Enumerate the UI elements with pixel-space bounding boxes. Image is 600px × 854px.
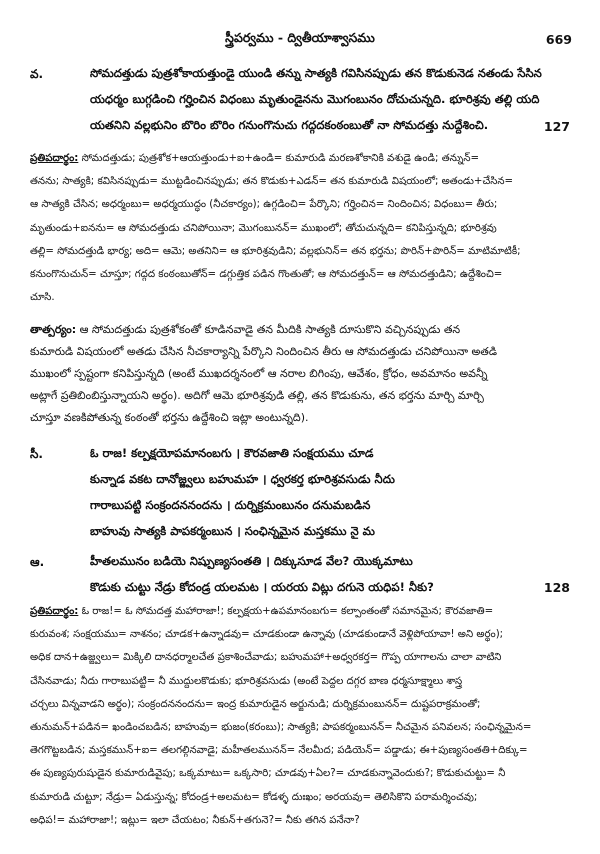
verse-line: హీతలమునం బడియె నిష్పుణ్యసంతతి । దిక్కుసూడ వేల? యొక్కమాటు (90, 554, 413, 568)
para-line: తెగగొట్టబడిన; మస్తకమున్+ఐ= తలగల్గినవాడై; మహీతలమునన్= నేలమీద; పడియెన్= పడ్డాడు; ఈ+పుణ్యసంతతి+దిక్కు= (30, 745, 528, 757)
verse-127 (30, 64, 574, 144)
para-line: కురువంశ; సంక్షయము= నాశనం; చూడక+ఉన్నాడవు= చూడకుండా ఉన్నావు (చూడకుండానే వెళ్లిపోయావా! అని అర్థం); (30, 629, 504, 641)
para-line: తునుమన్+పడిన= ఖండించబడిన; బాహువు= భుజం(కరంబు); సాత్యకి; పాపకర్మంబునన్= నీచమైన పనివలన; సంఛిన్నమైన= (30, 722, 532, 734)
para-text: ఆ సోమదత్తుడు పుత్రశోకంతో కూడినవాడై తన మీదికి సాత్యకి దూసుకొని వచ్చినప్పుడు తన (76, 323, 461, 336)
verse-line: గారాబుపట్టి సంక్రందననందను । దుర్నిక్రమంబునం దనుమబడిన (90, 498, 371, 512)
summary-paragraph (30, 319, 575, 429)
para-text: సోమదత్తుడు; పుత్రశోక+ఆయత్తుండు+ఐ+ఉండి= కుమారుడి మరణశోకానికి వశుడై ఉండి; తన్నున్= (78, 153, 480, 164)
para-line: ముఖంలో స్పష్టంగా కనిపిస్తున్నది (అంటే ముఖదర్శనంలో ఆ నరాల బిగింపు, ఆవేశం, క్రోధం, అవమానం అవన్నీ (30, 367, 488, 380)
para-line (30, 147, 575, 170)
para-line (30, 319, 575, 341)
para-line: అట్లాగే ప్రతిబింబిస్తున్నాయని అర్థం). అదిగో ఆమె భూరిశ్రవుడి తల్లి, తన కొడుకును, తన భర్తను మార్చి మార్చి (30, 389, 484, 402)
section-label: తాత్పర్యం: (30, 323, 77, 336)
running-title: స్త్రీపర్వము - ద్వితీయాశ్వాసము (225, 30, 375, 45)
verse-label: సీ. (30, 447, 43, 461)
para-line: అధిప!= మహారాజా!; ఇట్లు= ఇలా చేయటం; నీకున్+తగునె?= నీకు తగిన పనేనా? (30, 814, 360, 826)
page-number: 669 (545, 32, 572, 47)
verse-line: యతనిని వల్లభునిం బొరిం బొరిం గనుంగొనుచు గద్గదకంఠంబుతో నా సోమదత్తు నుద్దేశించి. (90, 118, 489, 132)
verse-label: వ. (30, 67, 44, 81)
word-meanings-127 (30, 147, 575, 309)
para-line (30, 600, 575, 623)
verse-line: ఓ రాజ! కల్పక్షయోపమానంబగు । కౌరవజాతి సంక్షయము చూడ (90, 446, 374, 460)
para-line: ఈ పుణ్యపురుషుడైన కుమారుడివైపు; ఒక్కమాటు= ఒక్కసారి; చూడవు+ఏల?= చూడకున్నావెందుకు?; కొడుకుచుట్టు= నీ (30, 768, 506, 780)
verse-number: 127 (543, 119, 570, 134)
section-label: ప్రతిపదార్థం: (30, 606, 79, 617)
section-label: ప్రతిపదార్థం: (30, 153, 79, 164)
para-line: కనుంగొనుచున్= చూస్తూ; గద్గద కంఠంబుతోన్= డగ్గుత్తిక పడిన గొంతుతో; ఆ సోమదత్తున్= ఆ సోమదత్తుడిని; ఉద్దేశించి= (30, 269, 503, 281)
para-text: ఓ రాజ!= ఓ సోమదత్త మహారాజా!; కల్పక్షయ+ఉపమానంబగు= కల్పాంతంతో సమానమైన; కౌరవజాతి= (78, 606, 494, 617)
para-line: తల్లి= సోమదత్తుడి భార్య; అది= ఆమె; అతనిని= ఆ భూరిశ్రవుడిని; వల్లభునిన్= తన భర్తను; పొరిన్+పొరిన్= మాటిమాటికీ; (30, 245, 521, 257)
para-line: తనను; సాత్యకి; కవిసినప్పుడు= ముట్టడించినప్పుడు; తన కొడుకు+ఎడన్= తన కుమారుడి విషయంలో; అతండు+చేసిన= (30, 176, 514, 188)
verse-line: యధర్మం బుగ్గడించి గర్హించిన విధంబు మృతుండైనను మొగంబునం దోచుచున్నది. భూరిశ్రవు తల్లి యది (90, 92, 540, 106)
verse-number: 128 (543, 580, 570, 595)
para-line: కుమారుడి విషయంలో అతడు చేసిన నీచకార్యాన్ని పేర్కొని నిందించిన తీరు ఆ సోమదత్తుడు చనిపోయినా అతడి (30, 345, 498, 358)
para-line: అధిక దాన+ఉజ్జ్వలు= మిక్కిలి దానధర్మాలచేత ప్రకాశించేవాడు; బహుమహా+అధ్వరకర్త= గొప్ప యాగాలను చాలా వాటిని (30, 652, 502, 664)
verse-line: కొడుకు చుట్టు నేడ్రు కోదండ్ర యలమట । యరయ విట్లు దగునె యధిప! నీకు? (90, 580, 434, 594)
para-line: చేసినవాడు; నీదు గారాబుపట్టి= నీ ముద్దులకొడుకు; భూరిశ్రవసుడు (అంటే పెద్దల దగ్గర బాణ ధర్మసూక్ష్మాలు శాస్త్ర (30, 675, 463, 687)
word-meanings-128 (30, 600, 575, 832)
para-line: ఆ సాత్యకి చేసిన; అధర్మంబు= అధర్మయుద్ధం (నీచకార్యం); ఉగ్గడించి= పేర్కొని; గర్హించిన= నిందించిన; విధంబు= తీరు; (30, 199, 498, 211)
para-line: మృతుండు+ఐనను= ఆ సోమదత్తుడు చనిపోయినా; మొగంబునన్= ముఖంలో; తోచుచున్నది= కనిపిస్తున్నది; భూరిశ్రవు (30, 222, 497, 234)
verse-128-seesa (30, 444, 574, 548)
verse-128-aataveladi (30, 552, 574, 602)
para-line: కుమారుడి చుట్టూ; నేడ్రు= ఏడుస్తున్న; కోదండ్ర+అలమట= కోడళ్ళ దుఃఖం; అరయవు= తెలిసికొని పరామర్శించవు; (30, 791, 478, 803)
para-line: చూసి. (30, 292, 55, 304)
verse-label: ఆ. (30, 555, 45, 569)
page-header (0, 28, 600, 54)
verse-line: కున్నాడ వకట దానోజ్జ్వలు బహుమహ । ధ్వరకర్త భూరిశ్రవసుడు నీదు (90, 472, 395, 486)
para-line: చూస్తూ వణకిపోతున్న కంఠంతో భర్తను ఉద్దేశించి ఇట్లా అంటున్నది). (30, 411, 309, 424)
verse-line: బాహువు సాత్యకి పాపకర్మంబున । సంఛిన్నమైన మస్తకము నై మ (90, 524, 375, 538)
verse-line: సోమదత్తుడు పుత్రశోకాయత్తుండై యుండి తన్ను సాత్యకి గవిసినప్పుడు తన కొడుకునెడ నతండు సేసిన (90, 66, 542, 80)
para-line: చర్చలు విన్నవాడని అర్థం); సంక్రందననందను= ఇంద్ర కుమారుడైన అర్జునుడి; దుర్నిక్రమంబునన్= దుష్టపరాక్రమంతో; (30, 698, 481, 710)
